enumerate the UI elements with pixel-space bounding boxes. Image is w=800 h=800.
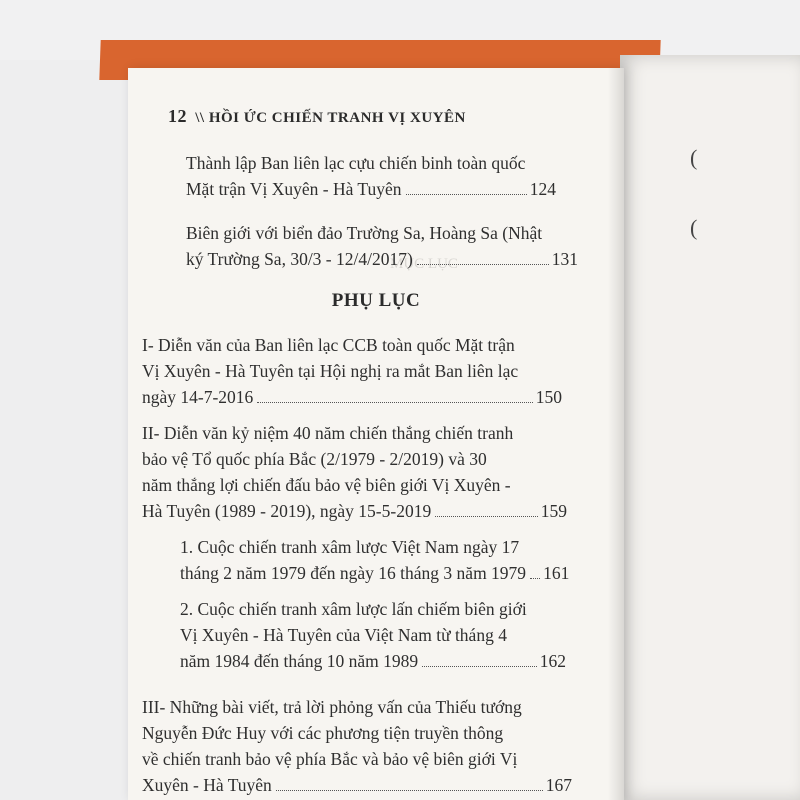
toc-last-line: [180, 560, 570, 586]
table-background: [0, 0, 130, 800]
toc-line: năm thắng lợi chiến đấu bảo vệ biên giới Vị Xuyên -: [142, 475, 511, 495]
toc-line: I- Diễn văn của Ban liên lạc CCB toàn quốc Mặt trận: [142, 335, 515, 355]
toc-last-line: [186, 246, 578, 272]
toc-line: II- Diễn văn kỷ niệm 40 năm chiến thắng chiến tranh: [142, 423, 514, 443]
toc-last-line: [186, 176, 556, 202]
page-number: 12: [168, 106, 187, 126]
appendix-heading: PHỤ LỤC: [331, 290, 421, 311]
toc-leader-dots: [530, 578, 540, 579]
toc-line: năm 1984 đến tháng 10 năm 1989: [180, 651, 419, 671]
toc-entry: [142, 420, 567, 524]
toc-last-line: [180, 648, 566, 674]
page-gutter-shadow: [608, 68, 624, 800]
book-page: [128, 68, 624, 800]
toc-leader-dots: [435, 516, 538, 517]
toc-line: ngày 14-7-2016: [142, 387, 254, 407]
toc-entry: [142, 694, 572, 798]
toc-entry: [180, 596, 566, 674]
toc-line: ký Trường Sa, 30/3 - 12/4/2017): [186, 249, 413, 269]
facing-page-mark: (: [690, 145, 698, 170]
toc-last-line: [142, 384, 562, 410]
toc-line: Vị Xuyên - Hà Tuyên tại Hội nghị ra mắt Ban liên lạc: [142, 361, 519, 381]
toc-page-number: 162: [539, 651, 566, 671]
toc-entry: [180, 534, 570, 586]
toc-leader-dots: [406, 194, 527, 195]
toc-line: Vị Xuyên - Hà Tuyên của Việt Nam từ tháng 4: [180, 625, 507, 645]
toc-page-number: 150: [535, 387, 562, 407]
toc-page-number: 161: [543, 563, 570, 583]
toc-line: Biên giới với biển đảo Trường Sa, Hoàng Sa (Nhật: [186, 223, 543, 243]
toc-page-number: 159: [540, 501, 567, 521]
facing-page-mark: (: [690, 215, 698, 240]
toc-line: tháng 2 năm 1979 đến ngày 16 tháng 3 năm 1979: [180, 563, 527, 583]
toc-entry: [186, 150, 556, 202]
facing-page: [620, 55, 800, 800]
toc-leader-dots: [276, 790, 543, 791]
toc-line: về chiến tranh bảo vệ phía Bắc và bảo vệ biên giới Vị: [142, 749, 518, 769]
running-header: [168, 106, 466, 127]
show-through-text: MỤC LỤC: [390, 256, 458, 272]
toc-line: Mặt trận Vị Xuyên - Hà Tuyên: [186, 179, 402, 199]
toc-last-line: [142, 772, 572, 798]
toc-leader-dots: [422, 666, 537, 667]
toc-leader-dots: [257, 402, 532, 403]
toc-leader-dots: [417, 264, 549, 265]
toc-line: bảo vệ Tổ quốc phía Bắc (2/1979 - 2/2019) và 30: [142, 449, 487, 469]
toc-line: Thành lập Ban liên lạc cựu chiến binh toàn quốc: [186, 153, 526, 173]
toc-line: Hà Tuyên (1989 - 2019), ngày 15-5-2019: [142, 501, 432, 521]
toc-page-number: 124: [529, 179, 556, 199]
toc-page-number: 131: [551, 249, 578, 269]
running-title: \\ HỒI ỨC CHIẾN TRANH VỊ XUYÊN: [195, 110, 466, 126]
toc-line: 2. Cuộc chiến tranh xâm lược lấn chiếm biên giới: [180, 599, 527, 619]
toc-line: Xuyên - Hà Tuyên: [142, 775, 272, 795]
toc-entry: [142, 332, 562, 410]
toc-page-number: 167: [545, 775, 572, 795]
toc-line: III- Những bài viết, trả lời phỏng vấn của Thiếu tướng: [142, 697, 522, 717]
toc-line: Nguyễn Đức Huy với các phương tiện truyền thông: [142, 723, 504, 743]
toc-last-line: [142, 498, 567, 524]
toc-entry: [186, 220, 578, 272]
toc-line: 1. Cuộc chiến tranh xâm lược Việt Nam ngày 17: [180, 537, 520, 557]
